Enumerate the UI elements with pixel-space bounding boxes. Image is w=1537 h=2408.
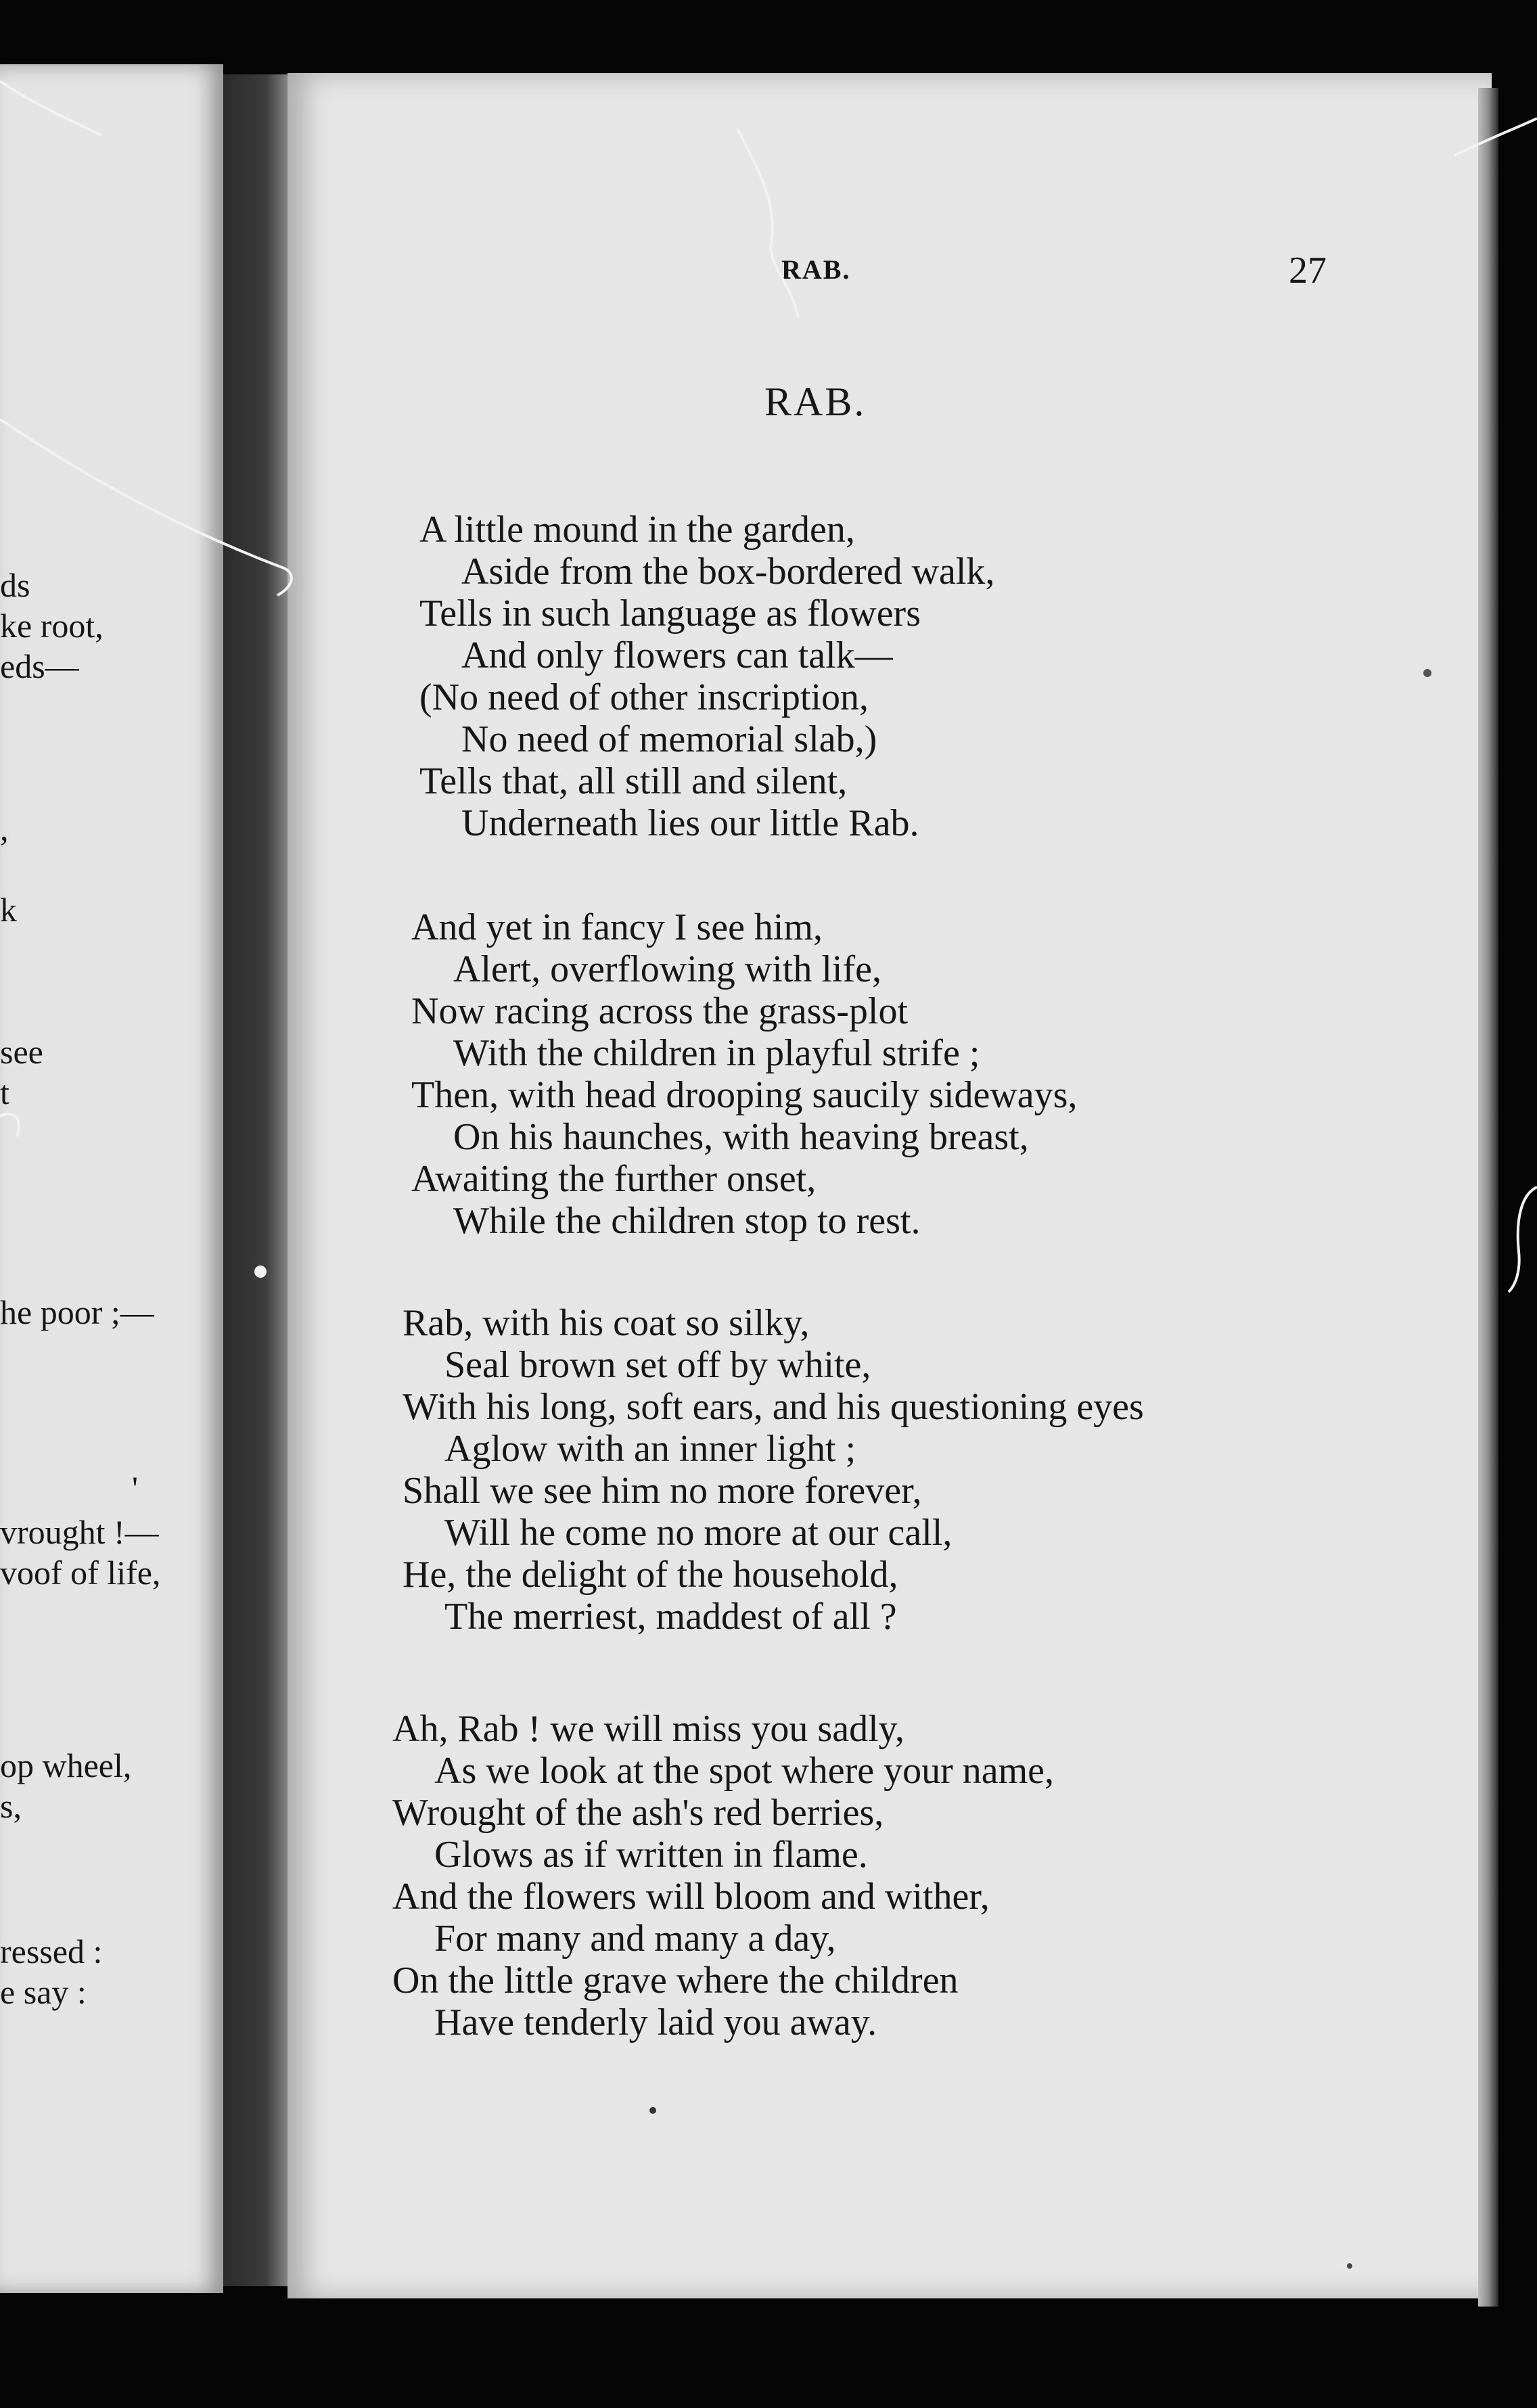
verse-line: Seal brown set off by white, [444, 1344, 871, 1386]
left-fragment: ds [0, 566, 30, 604]
left-fragment: op wheel, [0, 1746, 132, 1784]
verse-line: Tells in such language as flowers [419, 593, 921, 634]
verse-line: Awaiting the further onset, [411, 1158, 817, 1200]
verse-line: And only flowers can talk— [461, 634, 893, 676]
left-fragment: see [0, 1033, 43, 1071]
verse-line: And yet in fancy I see him, [411, 906, 823, 948]
left-fragment: e say : [0, 1973, 87, 2011]
verse-line: Will he come no more at our call, [444, 1512, 953, 1554]
left-fragment: , [0, 810, 9, 848]
left-fragment: ke root, [0, 607, 104, 645]
left-fragment: voof of life, [0, 1554, 161, 1592]
verse-line: Wrought of the ash's red berries, [392, 1792, 884, 1834]
verse-line: Shall we see him no more forever, [403, 1470, 922, 1512]
verse-line: Ah, Rab ! we will miss you sadly, [392, 1708, 904, 1750]
verse-line: While the children stop to rest. [453, 1200, 921, 1242]
verse-line: On his haunches, with heaving breast, [453, 1116, 1029, 1158]
left-fragment: ressed : [0, 1932, 103, 1970]
verse-line: A little mound in the garden, [419, 509, 855, 551]
verse-line: With the children in playful strife ; [453, 1032, 980, 1074]
verse-line: With his long, soft ears, and his questioning eyes [403, 1386, 1144, 1428]
verse-line: Underneath lies our little Rab. [461, 802, 919, 844]
verse-line: (No need of other inscription, [419, 676, 869, 718]
verse-line: Aside from the box-bordered walk, [461, 551, 995, 593]
page-number: 27 [1289, 250, 1327, 292]
verse-line: Tells that, all still and silent, [419, 760, 848, 802]
left-fragment: vrought !— [0, 1513, 159, 1551]
verse-line: He, the delight of the household, [403, 1554, 898, 1596]
left-fragment: he poor ;— [0, 1293, 154, 1331]
verse-line: On the little grave where the children [392, 1960, 959, 2001]
verse-line: Alert, overflowing with life, [453, 948, 881, 990]
left-fragment: t [0, 1073, 9, 1111]
verse-line: Then, with head drooping saucily sideways, [411, 1074, 1078, 1116]
left-fragment: k [0, 891, 17, 929]
poem-title: RAB. [764, 379, 867, 424]
verse-line: Rab, with his coat so silky, [403, 1302, 810, 1344]
verse-line: As we look at the spot where your name, [434, 1750, 1054, 1792]
left-fragment: ' [132, 1469, 139, 1507]
verse-line: The merriest, maddest of all ? [444, 1596, 897, 1638]
verse-line: For many and many a day, [434, 1918, 836, 1960]
verse-line: Have tenderly laid you away. [434, 2001, 877, 2043]
verse-line: Now racing across the grass-plot [411, 990, 909, 1032]
verse-line: No need of memorial slab,) [461, 718, 877, 760]
verse-line: Glows as if written in flame. [434, 1834, 868, 1876]
left-fragment: eds— [0, 647, 79, 685]
verse-line: Aglow with an inner light ; [444, 1428, 856, 1470]
running-head: RAB. [781, 254, 851, 285]
left-fragment: s, [0, 1787, 22, 1825]
verse-line: And the flowers will bloom and wither, [392, 1876, 990, 1918]
